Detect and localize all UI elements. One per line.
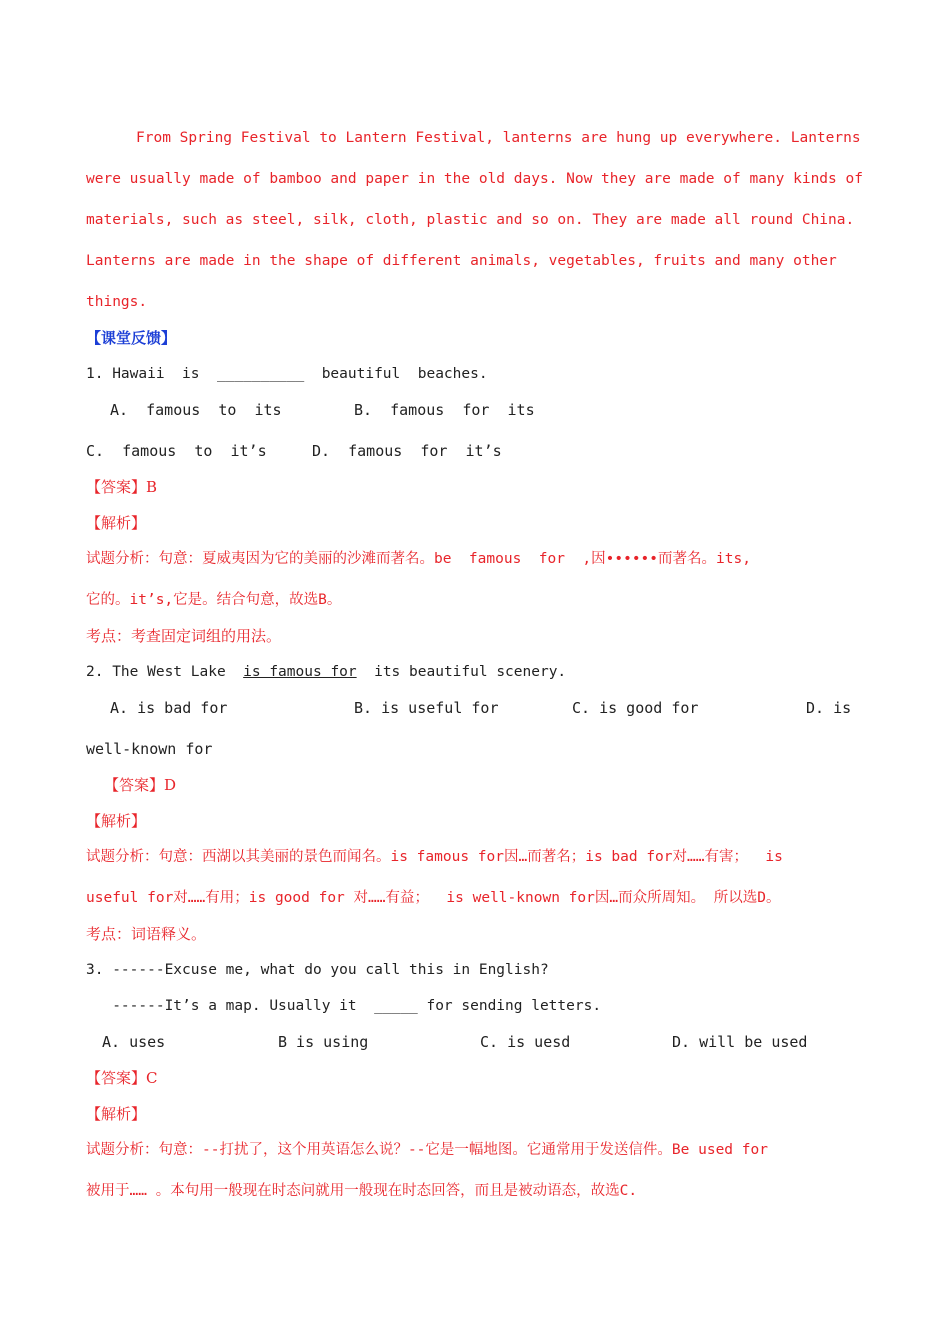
- q3-option-c: C. is uesd: [480, 1033, 571, 1051]
- passage-line-1: From Spring Festival to Lantern Festival, lanterns are hung up everywhere. Lanterns: [136, 130, 861, 146]
- q3-analysis-line-2: 被用于…… 。本句用一般现在时态问就用一般现在时态回答，而且是被动语态，故选C.: [86, 1183, 638, 1199]
- passage-line-3: materials, such as steel, silk, cloth, plastic and so on. They are made all round China.: [86, 212, 855, 228]
- q2-stem-underlined: is famous for: [243, 664, 357, 680]
- q1-analysis-label: 【解析】: [86, 514, 147, 532]
- q2-option-b: B. is useful for: [354, 699, 499, 717]
- q3-analysis-line-1: 试题分析：句意：--打扰了，这个用英语怎么说？--它是一幅地图。它通常用于发送信件。Be used for: [86, 1142, 768, 1158]
- q1-option-b: B. famous for its: [354, 401, 535, 419]
- q3-option-b: B is using: [278, 1033, 369, 1051]
- q1-option-a: A. famous to its: [110, 401, 282, 419]
- q2-option-a: A. is bad for: [110, 699, 228, 717]
- q2-answer: 【答案】D: [104, 776, 177, 794]
- q2-stem-pre: 2. The West Lake: [86, 664, 244, 680]
- q3-stem-line-2: ------It’s a map. Usually it _____ for sending letters.: [86, 998, 602, 1014]
- passage-line-2: were usually made of bamboo and paper in the old days. Now they are made of many kinds of: [86, 171, 863, 187]
- q2-option-d-continued: well-known for: [86, 740, 213, 758]
- q1-option-d: D. famous for it’s: [312, 442, 502, 460]
- q3-option-a: A. uses: [102, 1033, 166, 1051]
- q3-answer: 【答案】C: [86, 1069, 158, 1087]
- q2-stem-post: its beautiful scenery.: [356, 664, 567, 680]
- q2-option-d: D. is: [806, 699, 852, 717]
- q1-analysis-line-2: 它的。it’s,它是。结合句意，故选B。: [86, 592, 342, 608]
- feedback-heading: 【课堂反馈】: [86, 329, 177, 347]
- q1-answer: 【答案】B: [86, 478, 158, 496]
- q2-option-c: C. is good for: [572, 699, 699, 717]
- q2-analysis-line-1: 试题分析：句意：西湖以其美丽的景色而闻名。is famous for因…而著名；is bad for对……有害； is: [86, 849, 783, 865]
- q3-stem-line-1: 3. ------Excuse me, what do you call this in English?: [86, 962, 549, 978]
- q1-analysis-line-1: 试题分析：句意：夏威夷因为它的美丽的沙滩而著名。be famous for ,因••••••而著名。its,: [86, 551, 751, 567]
- q3-option-d: D. will be used: [672, 1033, 808, 1051]
- passage-line-4: Lanterns are made in the shape of different animals, vegetables, fruits and many other: [86, 253, 837, 269]
- q2-analysis-line-2: useful for对……有用；is good for 对……有益； is well-known for因…而众所周知。 所以选D。: [86, 890, 781, 906]
- q2-analysis-label: 【解析】: [86, 812, 147, 830]
- q1-point: 考点：考查固定词组的用法。: [86, 627, 282, 645]
- q3-analysis-label: 【解析】: [86, 1105, 147, 1123]
- q1-stem: 1. Hawaii is __________ beautiful beaches.: [86, 366, 488, 382]
- q1-option-c: C. famous to it’s: [86, 442, 267, 460]
- q2-stem: [86, 662, 566, 682]
- q2-point: 考点：词语释义。: [86, 925, 207, 943]
- passage-line-5: things.: [86, 294, 148, 310]
